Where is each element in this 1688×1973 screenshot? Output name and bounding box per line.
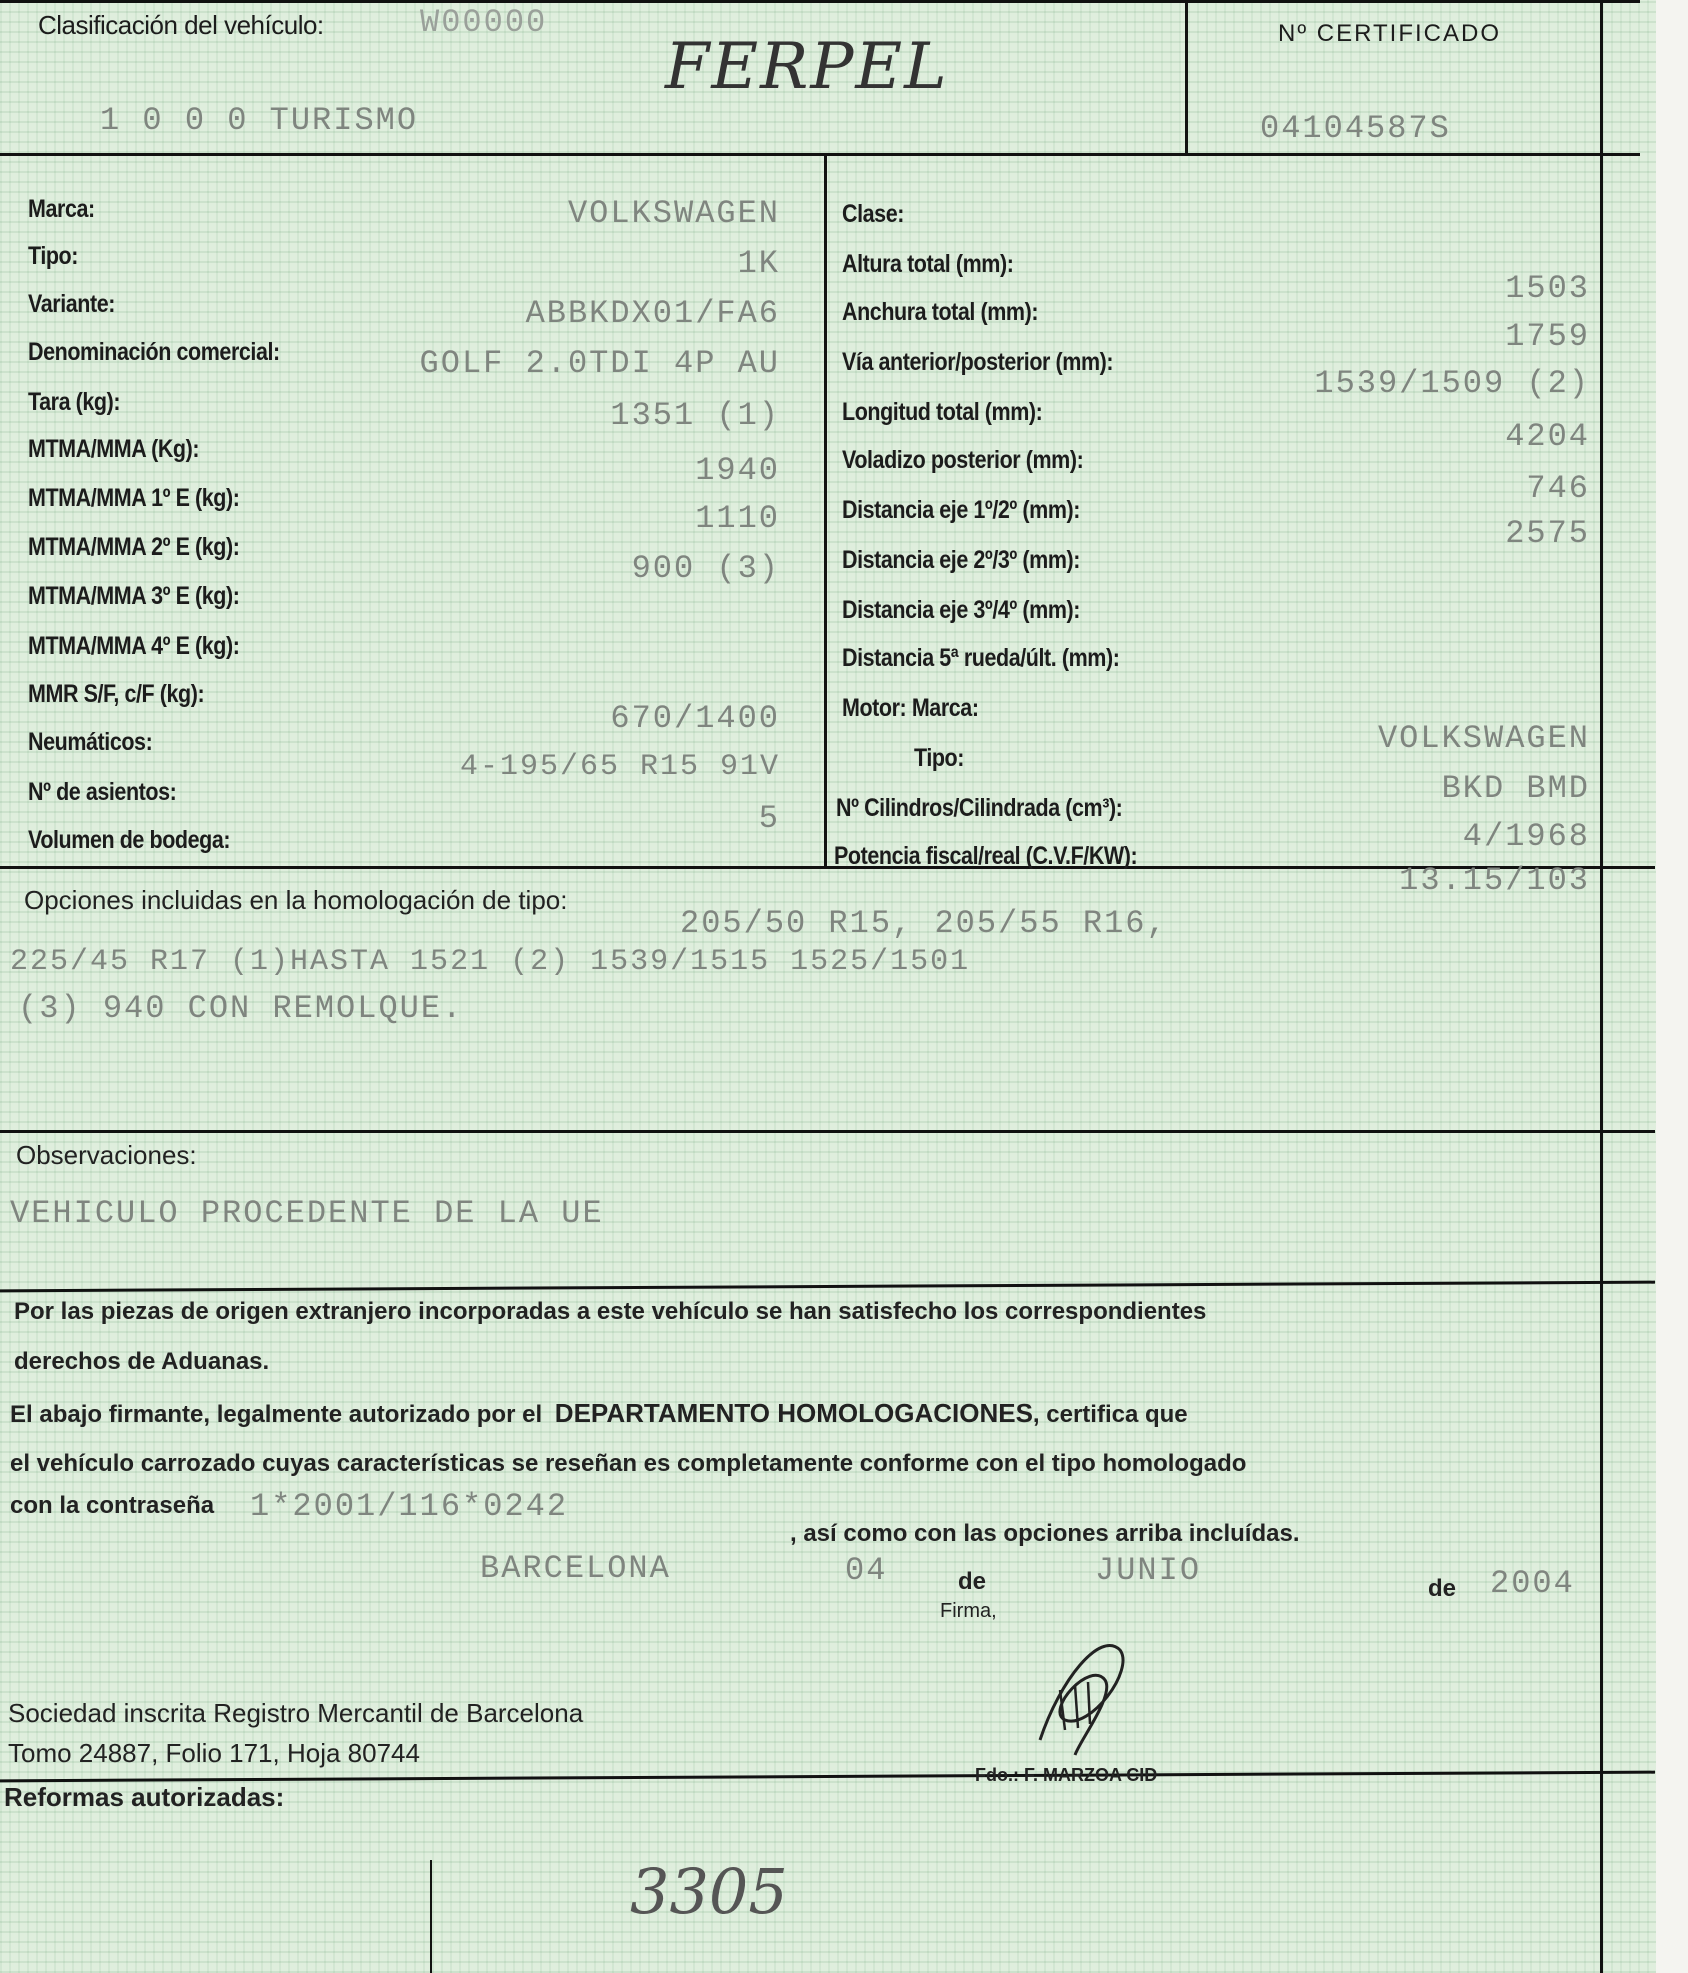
label-tara: Tara (kg): [28,388,121,416]
date-year: 2004 [1490,1565,1575,1602]
frame-line-reformas-cell [430,1860,432,1973]
label-asientos: Nº de asientos: [28,778,177,806]
value-tipo: 1K [737,245,780,282]
observaciones-text: VEHICULO PROCEDENTE DE LA UE [10,1195,604,1232]
certificado-label: Nº CERTIFICADO [1278,20,1501,47]
value-anchura: 1759 [1505,318,1590,355]
frame-line-statement [0,1281,1655,1293]
statement-line5a: con la contraseña [10,1492,215,1519]
signer-name: Fdo.: F. MARZOA CID [975,1765,1158,1785]
clasificacion-label: Clasificación del vehículo: [38,10,324,40]
opciones-line3: (3) 940 CON REMOLQUE. [18,990,464,1027]
label-denominacion: Denominación comercial: [28,338,280,366]
label-potencia: Potencia fiscal/real (C.V.F/KW): [834,842,1138,870]
label-mtma-3e: MTMA/MMA 3º E (kg): [28,582,240,610]
label-distancia-23: Distancia eje 2º/3º (mm): [842,546,1080,574]
value-tara: 1351 (1) [610,397,780,434]
value-motor-marca: VOLKSWAGEN [1377,720,1590,757]
label-mtma-1e: MTMA/MMA 1º E (kg): [28,484,240,512]
frame-line-cert [1185,0,1188,156]
departamento: DEPARTAMENTO HOMOLOGACIONES [554,1398,1033,1428]
value-neumaticos: 4-195/65 R15 91V [459,750,780,784]
statement-line5b: , así como con las opciones arriba incluídas. [790,1520,1300,1547]
clasificacion-value: 1 0 0 0 TURISMO [100,102,419,139]
value-via: 1539/1509 (2) [1314,365,1590,402]
label-anchura: Anchura total (mm): [842,298,1039,326]
value-asientos: 5 [758,800,780,837]
statement-line3 [10,1398,1188,1429]
date-day: 04 [845,1552,888,1589]
label-via: Vía anterior/posterior (mm): [842,348,1114,376]
date-city: BARCELONA [480,1550,671,1587]
label-motor-marca: Motor: Marca: [842,694,979,722]
value-mtma: 1940 [695,452,780,489]
opciones-line1: 205/50 R15, 205/55 R16, [680,905,1168,942]
registro-line1: Sociedad inscrita Registro Mercantil de Barcelona [8,1698,584,1728]
label-variante: Variante: [28,290,115,318]
contrasena-value: 1*2001/116*0242 [250,1488,569,1525]
label-altura: Altura total (mm): [842,250,1014,278]
label-marca: Marca: [28,195,95,223]
value-voladizo: 746 [1526,470,1590,507]
label-mtma: MTMA/MMA (Kg): [28,435,200,463]
signature-scribble [1020,1620,1140,1760]
firma-label: Firma, [940,1600,997,1622]
label-clase: Clase: [842,200,904,228]
frame-top [0,0,1640,3]
handwritten-name: FERPEL [665,30,949,104]
label-distancia-5: Distancia 5ª rueda/últ. (mm): [842,644,1120,672]
frame-line-header [0,153,1640,156]
label-distancia-34: Distancia eje 3º/4º (mm): [842,596,1080,624]
value-cilindros: 4/1968 [1462,818,1590,855]
statement-line1: Por las piezas de origen extranjero incorporadas a este vehículo se han satisfecho los correspondientes [14,1298,1207,1325]
value-motor-tipo: BKD BMD [1441,770,1590,807]
frame-right [1600,0,1603,1973]
label-motor-tipo: Tipo: [914,744,965,772]
statement-line3a: El abajo firmante, legalmente autorizado por el [10,1401,543,1428]
reformas-label: Reformas autorizadas: [4,1782,285,1812]
registro-line2: Tomo 24887, Folio 171, Hoja 80744 [8,1738,420,1768]
label-mtma-4e: MTMA/MMA 4º E (kg): [28,632,240,660]
value-potencia: 13.15/103 [1399,862,1590,899]
value-mtma-2e: 900 (3) [631,550,780,587]
date-de2: de [1428,1575,1457,1602]
paper-edge [1656,0,1688,1973]
observaciones-label: Observaciones: [16,1140,197,1170]
value-altura: 1503 [1505,270,1590,307]
frame-line-middle [824,153,827,868]
statement-line2: derechos de Aduanas. [14,1348,270,1375]
reformas-number: 3305 [630,1855,788,1928]
label-mmr: MMR S/F, c/F (kg): [28,680,205,708]
label-bodega: Volumen de bodega: [28,826,231,854]
label-cilindros: Nº Cilindros/Cilindrada (cm³): [836,794,1123,822]
date-month: JUNIO [1095,1552,1202,1589]
value-mmr: 670/1400 [610,700,780,737]
label-distancia-12: Distancia eje 1º/2º (mm): [842,496,1080,524]
value-denominacion: GOLF 2.0TDI 4P AU [419,345,780,382]
frame-line-reformas [0,1771,1655,1783]
label-mtma-2e: MTMA/MMA 2º E (kg): [28,533,240,561]
opciones-label: Opciones incluidas en la homologación de tipo: [24,885,568,915]
statement-line3c: , certifica que [1032,1401,1188,1428]
clasificacion-code: W00000 [420,4,548,41]
frame-line-observ [0,1130,1655,1133]
statement-line4: el vehículo carrozado cuyas características se reseñan es completamente conforme con el tipo homologado [10,1450,1247,1477]
value-mtma-1e: 1110 [695,500,780,537]
value-distancia-12: 2575 [1505,515,1590,552]
label-voladizo: Voladizo posterior (mm): [842,446,1084,474]
opciones-line2: 225/45 R17 (1)HASTA 1521 (2) 1539/1515 1525/1501 [10,945,971,979]
certificado-value: 04104587S [1260,110,1451,147]
date-de1: de [958,1568,987,1595]
value-longitud: 4204 [1505,418,1590,455]
label-longitud: Longitud total (mm): [842,398,1043,426]
value-marca: VOLKSWAGEN [567,195,780,232]
label-tipo: Tipo: [28,242,79,270]
value-variante: ABBKDX01/FA6 [525,295,780,332]
label-neumaticos: Neumáticos: [28,728,153,756]
